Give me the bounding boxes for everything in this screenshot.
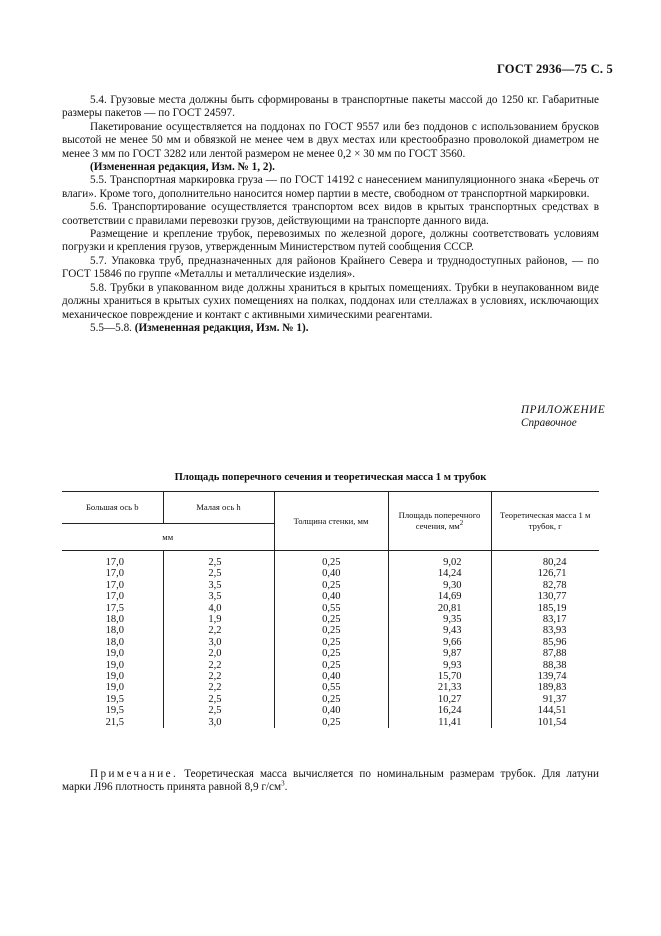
cell-mass bbox=[491, 694, 599, 705]
cell-area bbox=[388, 717, 491, 728]
cell-value: 14,24 bbox=[437, 568, 462, 580]
cell-value: 21,5 bbox=[105, 716, 124, 728]
cell-value: 0,55 bbox=[322, 682, 341, 694]
cell-minor-axis bbox=[163, 551, 274, 569]
cell-mass bbox=[491, 637, 599, 648]
cell-value: 9,43 bbox=[443, 625, 462, 637]
cell-value: 0,25 bbox=[322, 636, 341, 648]
cell-wall bbox=[274, 660, 388, 671]
cell-value: 91,37 bbox=[542, 693, 567, 705]
cell-value: 2,2 bbox=[208, 659, 222, 671]
cell-minor-axis bbox=[163, 603, 274, 614]
cell-value: 126,71 bbox=[537, 568, 567, 580]
cell-major-axis bbox=[62, 705, 163, 716]
cell-mass bbox=[491, 705, 599, 716]
cell-wall bbox=[274, 580, 388, 591]
cell-wall bbox=[274, 591, 388, 602]
cell-value: 21,33 bbox=[437, 682, 462, 694]
cell-value: 139,74 bbox=[537, 671, 567, 683]
cell-minor-axis bbox=[163, 614, 274, 625]
appendix-title: ПРИЛОЖЕНИЕ bbox=[521, 404, 606, 416]
cell-wall bbox=[274, 682, 388, 693]
cell-major-axis bbox=[62, 580, 163, 591]
cell-area bbox=[388, 551, 491, 569]
cell-value: 17,0 bbox=[105, 579, 124, 591]
cell-minor-axis bbox=[163, 568, 274, 579]
cell-value: 2,5 bbox=[208, 693, 222, 705]
cell-value: 9,02 bbox=[443, 557, 462, 568]
cell-value: 20,81 bbox=[437, 602, 462, 614]
cell-mass bbox=[491, 671, 599, 682]
cell-area bbox=[388, 694, 491, 705]
cell-mass bbox=[491, 568, 599, 579]
cell-mass bbox=[491, 682, 599, 693]
amendment-prefix: 5.5—5.8. bbox=[90, 321, 135, 334]
cell-value: 19,5 bbox=[105, 705, 124, 717]
cell-area bbox=[388, 603, 491, 614]
paragraph-placement: Размещение и крепление трубок, перевозимых по железной дороге, должны соответствовать условиям погрузки и крепления грузов, утвержденным Министерством путей сообщения СССР. bbox=[62, 228, 599, 254]
cell-wall bbox=[274, 637, 388, 648]
cell-minor-axis bbox=[163, 694, 274, 705]
cell-value: 0,25 bbox=[322, 557, 341, 568]
cell-area bbox=[388, 637, 491, 648]
cell-value: 0,40 bbox=[322, 591, 341, 603]
cell-area bbox=[388, 568, 491, 579]
header-minor-axis: Малая ось h bbox=[163, 492, 274, 524]
cell-area bbox=[388, 580, 491, 591]
cell-wall bbox=[274, 694, 388, 705]
cell-minor-axis bbox=[163, 705, 274, 716]
cell-minor-axis bbox=[163, 580, 274, 591]
table-title: Площадь поперечного сечения и теоретическая масса 1 м трубок bbox=[174, 472, 487, 483]
paragraph-5-7: 5.7. Упаковка труб, предназначенных для районов Крайнего Севера и труднодоступных районов, — по ГОСТ 15846 по группе «Металлы и металлические изделия». bbox=[62, 254, 599, 281]
paragraph-5-4: 5.4. Грузовые места должны быть сформированы в транспортные пакеты массой до 1250 кг. Габаритные размеры пакетов — по ГОСТ 24597. bbox=[62, 94, 599, 120]
header-major-axis: Большая ось b bbox=[62, 492, 163, 524]
cell-major-axis bbox=[62, 603, 163, 614]
cell-value: 0,55 bbox=[322, 602, 341, 614]
cell-major-axis bbox=[62, 614, 163, 625]
cell-mass bbox=[491, 591, 599, 602]
cell-value: 19,0 bbox=[105, 659, 124, 671]
appendix-subtitle: Справочное bbox=[521, 416, 577, 429]
cell-value: 0,40 bbox=[322, 568, 341, 580]
cell-value: 15,70 bbox=[437, 671, 462, 683]
cell-area bbox=[388, 648, 491, 659]
table-row bbox=[62, 568, 599, 579]
table-row bbox=[62, 671, 599, 682]
table-row bbox=[62, 694, 599, 705]
paragraph-packaging: Пакетирование осуществляется на поддонах по ГОСТ 9557 или без поддонов с использованием брусков высотой не менее 50 мм и обвязкой не менее чем в двух местах или крестообразно проволокой диаметром не менее 3 мм по ГОСТ 3282 или лентой размером не менее 0,2 × 30 мм по ГОСТ 3560. bbox=[62, 120, 599, 160]
cell-major-axis bbox=[62, 660, 163, 671]
cell-value: 10,27 bbox=[437, 693, 462, 705]
paragraph-5-6: 5.6. Транспортирование осуществляется транспортом всех видов в крытых транспортных средствах в соответствии с правилами перевозки грузов, действующими на транспорте данного вида. bbox=[62, 201, 599, 227]
cell-value: 9,93 bbox=[443, 659, 462, 671]
table-row bbox=[62, 648, 599, 659]
cell-value: 85,96 bbox=[542, 636, 567, 648]
cell-minor-axis bbox=[163, 648, 274, 659]
cell-mass bbox=[491, 660, 599, 671]
cell-value: 4,0 bbox=[208, 602, 222, 614]
cell-value: 0,25 bbox=[322, 579, 341, 591]
note-sup: 3 bbox=[281, 779, 285, 788]
cell-minor-axis bbox=[163, 671, 274, 682]
cell-wall bbox=[274, 614, 388, 625]
table-row bbox=[62, 637, 599, 648]
cell-value: 1,9 bbox=[208, 614, 222, 626]
cell-value: 82,78 bbox=[542, 579, 567, 591]
document-header: ГОСТ 2936—75 С. 5 bbox=[496, 62, 613, 76]
cell-value: 14,69 bbox=[437, 591, 462, 603]
cell-value: 88,38 bbox=[542, 659, 567, 671]
table-row bbox=[62, 717, 599, 728]
cell-major-axis bbox=[62, 637, 163, 648]
cell-value: 0,25 bbox=[322, 659, 341, 671]
note bbox=[62, 768, 599, 795]
cell-mass bbox=[491, 625, 599, 636]
cell-value: 19,5 bbox=[105, 693, 124, 705]
cell-value: 17,0 bbox=[105, 591, 124, 603]
cell-mass bbox=[491, 551, 599, 569]
cell-value: 2,5 bbox=[208, 557, 222, 568]
cell-value: 0,25 bbox=[322, 693, 341, 705]
cell-value: 80,24 bbox=[542, 557, 567, 568]
cell-minor-axis bbox=[163, 625, 274, 636]
cell-major-axis bbox=[62, 694, 163, 705]
body-text bbox=[62, 94, 599, 335]
cell-value: 2,2 bbox=[208, 682, 222, 694]
header-area-sup: 2 bbox=[459, 519, 464, 528]
cell-value: 3,0 bbox=[208, 636, 222, 648]
table-row bbox=[62, 660, 599, 671]
note-end: . bbox=[284, 781, 288, 794]
cell-value: 144,51 bbox=[537, 705, 567, 717]
cell-area bbox=[388, 614, 491, 625]
cell-major-axis bbox=[62, 682, 163, 693]
table-row bbox=[62, 591, 599, 602]
cell-wall bbox=[274, 551, 388, 569]
cell-mass bbox=[491, 603, 599, 614]
cell-value: 0,40 bbox=[322, 671, 341, 683]
cell-value: 185,19 bbox=[537, 602, 567, 614]
cell-minor-axis bbox=[163, 682, 274, 693]
cell-minor-axis bbox=[163, 637, 274, 648]
table-row bbox=[62, 705, 599, 716]
cell-value: 130,77 bbox=[537, 591, 567, 603]
cell-area bbox=[388, 705, 491, 716]
cell-value: 17,0 bbox=[105, 568, 124, 580]
cell-value: 2,0 bbox=[208, 648, 222, 660]
cell-value: 87,88 bbox=[542, 648, 567, 660]
cell-major-axis bbox=[62, 591, 163, 602]
cell-value: 9,35 bbox=[443, 614, 462, 626]
cell-value: 17,0 bbox=[105, 557, 124, 568]
note-paragraph bbox=[62, 768, 599, 795]
table-row bbox=[62, 580, 599, 591]
paragraph-5-8: 5.8. Трубки в упакованном виде должны храниться в крытых помещениях. Трубки в неупакованном виде должны храниться в крытых сухих помещениях на полках, поддонах или стеллажах в условиях, исключающих механическое повреждение и контакт с активными химическими реагентами. bbox=[62, 281, 599, 321]
cell-wall bbox=[274, 705, 388, 716]
cell-value: 19,0 bbox=[105, 648, 124, 660]
cell-mass bbox=[491, 648, 599, 659]
cell-major-axis bbox=[62, 568, 163, 579]
amendment-note-1: (Измененная редакция, Изм. № 1, 2). bbox=[90, 161, 275, 174]
cell-area bbox=[388, 625, 491, 636]
cell-value: 18,0 bbox=[105, 614, 124, 626]
cell-value: 0,40 bbox=[322, 705, 341, 717]
cell-value: 18,0 bbox=[105, 625, 124, 637]
cell-value: 83,17 bbox=[542, 614, 567, 626]
cell-minor-axis bbox=[163, 591, 274, 602]
header-area-text: Площадь поперечного сечения, мм bbox=[398, 510, 481, 531]
cell-value: 2,5 bbox=[208, 568, 222, 580]
table-row bbox=[62, 614, 599, 625]
table-body bbox=[62, 551, 599, 729]
header-area bbox=[388, 492, 491, 551]
cell-wall bbox=[274, 625, 388, 636]
data-table bbox=[62, 491, 599, 728]
cell-major-axis bbox=[62, 551, 163, 569]
cell-value: 9,30 bbox=[443, 579, 462, 591]
table-row bbox=[62, 625, 599, 636]
cell-minor-axis bbox=[163, 717, 274, 728]
cell-value: 0,25 bbox=[322, 648, 341, 660]
cell-value: 101,54 bbox=[537, 716, 567, 728]
amendment-bold: (Измененная редакция, Изм. № 1). bbox=[134, 321, 309, 334]
cell-value: 18,0 bbox=[105, 636, 124, 648]
cell-value: 19,0 bbox=[105, 682, 124, 694]
table-row bbox=[62, 682, 599, 693]
cell-major-axis bbox=[62, 625, 163, 636]
cell-wall bbox=[274, 717, 388, 728]
header-mass: Теоретическая масса 1 м трубок, г bbox=[491, 492, 599, 551]
cell-value: 11,41 bbox=[438, 716, 462, 728]
header-unit-mm: мм bbox=[62, 524, 274, 551]
cell-value: 3,5 bbox=[208, 579, 222, 591]
cell-value: 16,24 bbox=[437, 705, 462, 717]
cell-wall bbox=[274, 568, 388, 579]
cell-value: 9,66 bbox=[443, 636, 462, 648]
cell-mass bbox=[491, 580, 599, 591]
cell-value: 3,0 bbox=[208, 716, 222, 728]
cell-minor-axis bbox=[163, 660, 274, 671]
cell-value: 189,83 bbox=[537, 682, 567, 694]
cell-value: 0,25 bbox=[322, 716, 341, 728]
cell-major-axis bbox=[62, 717, 163, 728]
cell-mass bbox=[491, 717, 599, 728]
cell-value: 9,87 bbox=[443, 648, 462, 660]
cell-major-axis bbox=[62, 671, 163, 682]
note-text: Теоретическая масса вычисляется по номинальным размерам трубок. Для латуни марки Л96 плотность принята равной 8,9 г/см bbox=[62, 768, 599, 794]
cell-value: 2,2 bbox=[208, 625, 222, 637]
cell-wall bbox=[274, 671, 388, 682]
cell-value: 0,25 bbox=[322, 614, 341, 626]
cell-area bbox=[388, 671, 491, 682]
cell-wall bbox=[274, 603, 388, 614]
cell-value: 0,25 bbox=[322, 625, 341, 637]
cell-value: 83,93 bbox=[542, 625, 567, 637]
table-row bbox=[62, 551, 599, 569]
cell-area bbox=[388, 591, 491, 602]
cell-area bbox=[388, 660, 491, 671]
header-wall: Толщина стенки, мм bbox=[274, 492, 388, 551]
cell-value: 2,2 bbox=[208, 671, 222, 683]
amendment-note-2 bbox=[62, 322, 599, 335]
cell-wall bbox=[274, 648, 388, 659]
paragraph-5-5: 5.5. Транспортная маркировка груза — по ГОСТ 14192 с нанесением манипуляционного знака «Беречь от влаги». Кроме того, дополнительно наносится номер партии в месте, свободном от транспортной маркировки. bbox=[62, 174, 599, 200]
cell-value: 17,5 bbox=[105, 602, 124, 614]
cell-major-axis bbox=[62, 648, 163, 659]
cell-value: 3,5 bbox=[208, 591, 222, 603]
appendix-label bbox=[521, 404, 605, 429]
table-row bbox=[62, 603, 599, 614]
cell-value: 19,0 bbox=[105, 671, 124, 683]
cell-mass bbox=[491, 614, 599, 625]
cell-value: 2,5 bbox=[208, 705, 222, 717]
cell-area bbox=[388, 682, 491, 693]
note-label: Примечание. bbox=[90, 768, 179, 780]
